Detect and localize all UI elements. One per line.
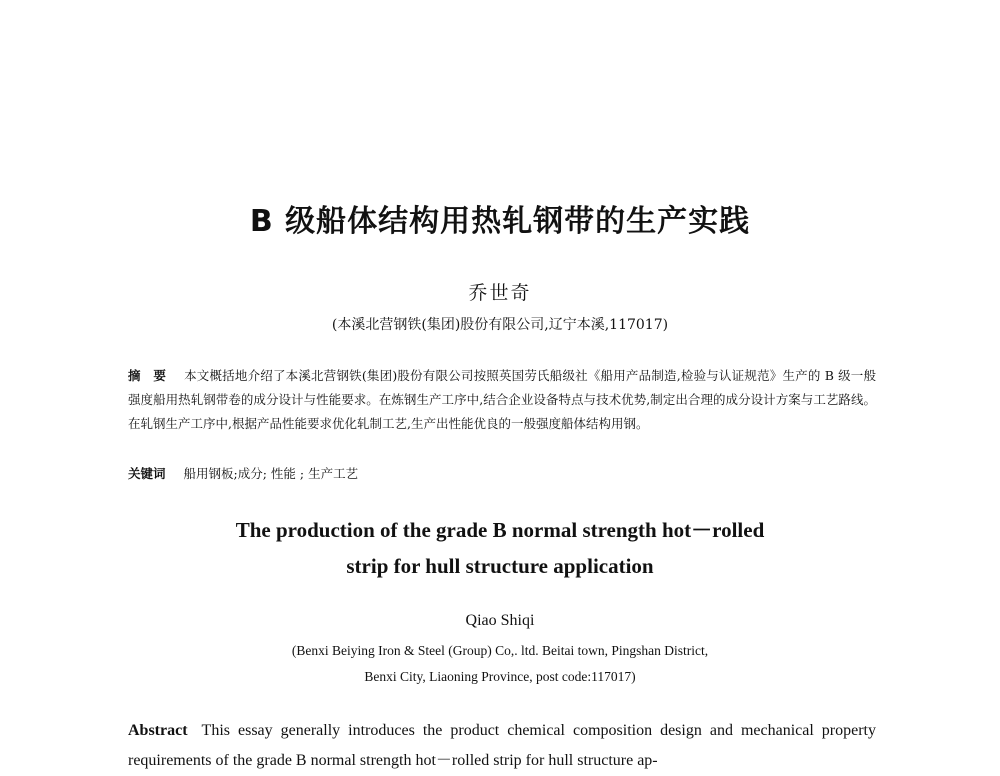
- abstract-en-text: This essay generally introduces the product chemical composition design and mechanical property requirements of the grade B normal strength hot－rolled strip for hull structure ap-: [128, 722, 876, 769]
- paper-title-en-line1: The production of the grade B normal strength hot－rolled: [235, 518, 765, 542]
- affiliation-en: [0, 638, 1000, 690]
- paper-title-en: [0, 512, 1000, 584]
- keywords-cn-text: 船用钢板;成分; 性能 ; 生产工艺: [183, 466, 359, 481]
- abstract-cn: [128, 364, 876, 436]
- abstract-cn-label: 摘 要: [128, 368, 167, 383]
- abstract-cn-text: 本文概括地介绍了本溪北营钢铁(集团)股份有限公司按照英国劳氏船级社《船用产品制造,检验与认证规范》生产的 B 级一般强度船用热轧钢带卷的成分设计与性能要求。在炼钢生产工序中,结合企业设备特点与技术优势,制定出合理的成分设计方案与工艺路线。在轧钢生产工序中,根据产品性能要求优化轧制工艺,生产出性能优良的一般强度船体结构用钢。: [128, 368, 876, 431]
- affiliation-en-line1: (Benxi Beiying Iron & Steel (Group) Co,. ltd. Beitai town, Pingshan District,: [291, 643, 709, 658]
- abstract-en: [128, 716, 876, 776]
- paper-title-en-line2: strip for hull structure application: [346, 554, 654, 578]
- affiliation-cn: (本溪北营钢铁(集团)股份有限公司,辽宁本溪,117017): [331, 317, 669, 333]
- affiliation-en-line2: Benxi City, Liaoning Province, post code:117017): [364, 669, 636, 684]
- author-name-cn: 乔世奇: [468, 282, 532, 304]
- author-name-en: Qiao Shiqi: [465, 612, 535, 629]
- abstract-en-label: Abstract: [128, 722, 188, 739]
- keywords-cn-label: 关键词: [128, 466, 166, 481]
- paper-title-cn: B 级船体结构用热轧钢带的生产实践: [249, 204, 751, 239]
- keywords-cn: [128, 462, 876, 486]
